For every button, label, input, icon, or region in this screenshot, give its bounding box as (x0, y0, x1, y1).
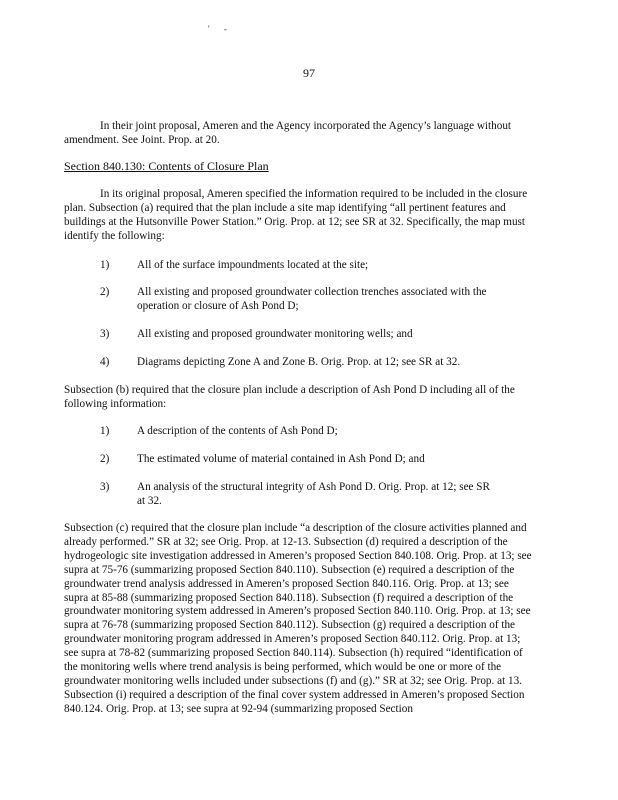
list-b-number-1: 1) (100, 425, 110, 437)
list-b-item-3: An analysis of the structural integrity of Ash Pond D. Orig. Prop. at 12; see SR at 32. (137, 481, 490, 507)
list-a-item-1: All of the surface impoundments located at the site; (137, 259, 369, 271)
list-b-item-2: The estimated volume of material contained in Ash Pond D; and (137, 453, 425, 465)
list-b-number-3: 3) (100, 481, 110, 493)
list-a-number-3: 3) (100, 328, 110, 340)
list-a-item-4: Diagrams depicting Zone A and Zone B. Orig. Prop. at 12; see SR at 32. (137, 356, 461, 368)
list-a-item-2: All existing and proposed groundwater collection trenches associated with the operation or closure of Ash Pond D; (137, 286, 487, 312)
list-b-item-1: A description of the contents of Ash Pond D; (137, 425, 338, 437)
scan-mark: ' - (208, 24, 233, 34)
paragraph-subsection-b: Subsection (b) required that the closure plan include a description of Ash Pond D including all of the following information: (64, 384, 515, 410)
list-a-item-3: All existing and proposed groundwater monitoring wells; and (137, 328, 413, 340)
list-b-number-2: 2) (100, 453, 110, 465)
paragraph-original-proposal: In its original proposal, Ameren specified the information required to be included in the closure plan. Subsection (a) required that the plan include a site map identifying “all pertinent features and buildings at the Hutsonville Power Station.” Orig. Prop. at 12; see SR at 32. Specifically, the map must identify the following: (64, 188, 528, 242)
list-a-number-1: 1) (100, 259, 110, 271)
list-a-number-2: 2) (100, 286, 110, 298)
section-heading: Section 840.130: Contents of Closure Plan (64, 159, 269, 173)
list-a-number-4: 4) (100, 356, 110, 368)
paragraph-joint-proposal: In their joint proposal, Ameren and the Agency incorporated the Agency’s language without amendment. See Joint. Prop. at 20. (64, 120, 512, 146)
page-number: 97 (303, 66, 315, 80)
paragraph-subsections-c-i: Subsection (c) required that the closure plan include “a description of the closure activities planned and already performed.” SR at 32; see Orig. Prop. at 12-13. Subsection (d) required a description of the hydrogeologic site investigation addressed in Ameren’s proposed Section 840.108. Orig. Prop. at 13; see supra at 75-76 (summarizing proposed Section 840.110). Subsection (e) required a description of the groundwater trend analysis addressed in Ameren’s proposed Section 840.116. Orig. Prop. at 13; see supra at 85-88 (summarizing proposed Section 840.118). Subsection (f) required a description of the groundwater monitoring system addressed in Ameren’s proposed Section 840.110. Orig. Prop. at 13; see supra at 76-78 (summarizing proposed Section 840.112). Subsection (g) required a description of the groundwater monitoring program addressed in Ameren’s proposed Section 840.112. Orig. Prop. at 13; see supra at 78-82 (summarizing proposed Section 840.114). Subsection (h) required “identification of the monitoring wells where trend analysis is being performed, which would be one or more of the groundwater monitoring wells included under subsections (f) and (g).” SR at 32; see Orig. Prop. at 13. Subsection (i) required a description of the final cover system addressed in Ameren’s proposed Section 840.124. Orig. Prop. at 13; see supra at 92-94 (summarizing proposed Section (64, 522, 532, 715)
